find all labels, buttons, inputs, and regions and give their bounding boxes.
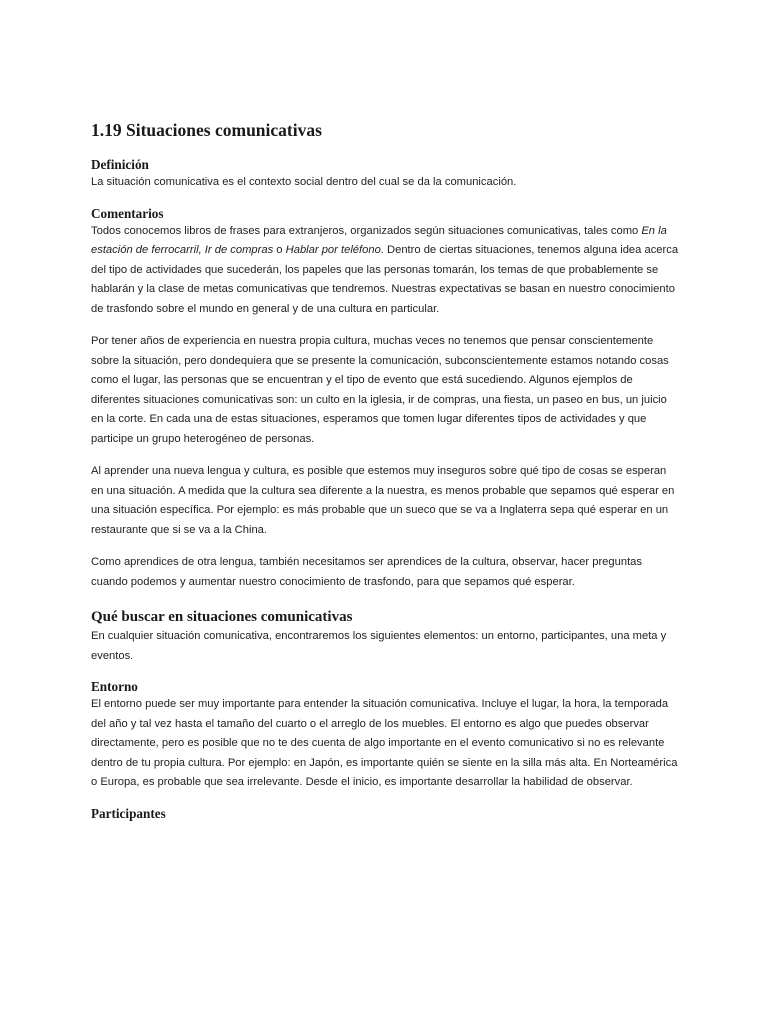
heading-entorno: Entorno <box>91 679 138 694</box>
paragraph-comentarios-3: Al aprender una nueva lengua y cultura, es posible que estemos muy inseguros sobre qué tipo de cosas se esperan en una situación. A medida que la cultura sea diferente a la nuestra, es menos probable que sepamos qué esperar en una situación específica. Por ejemplo: es más probable que un sueco que se va a Inglaterra sepa qué esperar en un restaurante que si se va a la China. <box>91 465 675 536</box>
document-page <box>91 118 679 822</box>
heading-definicion: Definición <box>91 157 149 172</box>
paragraph-comentarios-1 <box>91 222 679 320</box>
paragraph-definicion: La situación comunicativa es el contexto social dentro del cual se da la comunicación. <box>91 176 517 188</box>
text-run: o <box>273 244 286 256</box>
paragraph-entorno: El entorno puede ser muy importante para entender la situación comunicativa. Incluye el lugar, la hora, la temporada del año y tal vez hasta el tamaño del cuarto o el arreglo de los muebles. El entorno es algo que puedes observar directamente, pero es posible que no te des cuenta de algo importante en el evento comunicativo si no es relevante dentro de tu propia cultura. Por ejemplo: en Japón, es importante quién se siente en la silla más alta. En Norteamérica o Europa, es probable que sea irrelevante. Desde el inicio, es importante desarrollar la habilidad de observar. <box>91 698 678 788</box>
paragraph-comentarios-2: Por tener años de experiencia en nuestra propia cultura, muchas veces no tenemos que pensar conscientemente sobre la situación, pero dondequiera que se presente la comunicación, subconscientemente estamos notando cosas como el lugar, las personas que se encuentran y el tipo de evento que está sucediendo. Algunos ejemplos de diferentes situaciones comunicativas son: un culto en la iglesia, ir de compras, una fiesta, un paseo en bus, un juicio en la corte. En cada una de estas situaciones, esperamos que tomen lugar diferentes tipos de actividades y que participe un grupo heterogéneo de personas. <box>91 335 669 445</box>
page-title: 1.19 Situaciones comunicativas <box>91 120 322 140</box>
text-run: Todos conocemos libros de frases para extranjeros, organizados según situaciones comunicativas, tales como <box>91 224 642 237</box>
italic-example-2: Hablar por teléfono <box>285 244 381 256</box>
heading-participantes: Participantes <box>91 805 166 821</box>
italic-example-1: En la estación de ferrocarril, Ir de compras <box>91 224 667 256</box>
paragraph-que-buscar: En cualquier situación comunicativa, encontraremos los siguientes elementos: un entorno, participantes, una meta y eventos. <box>91 630 667 662</box>
heading-que-buscar: Qué buscar en situaciones comunicativas <box>91 609 353 625</box>
text-run: . Dentro de ciertas situaciones, tenemos alguna idea acerca del tipo de actividades que sucederán, los papeles que las personas tomarán, los temas de que probablemente se hablarán y la clase de metas comunicativas que tendremos. Nuestras expectativas se basan en nuestro conocimiento de trasfondo sobre el mundo en general y de una cultura en particular. <box>91 244 679 315</box>
heading-comentarios: Comentarios <box>91 205 164 221</box>
paragraph-comentarios-4: Como aprendices de otra lengua, también necesitamos ser aprendices de la cultura, observar, hacer preguntas cuando podemos y aumentar nuestro conocimiento de trasfondo, para que sepamos qué esperar. <box>91 556 642 588</box>
